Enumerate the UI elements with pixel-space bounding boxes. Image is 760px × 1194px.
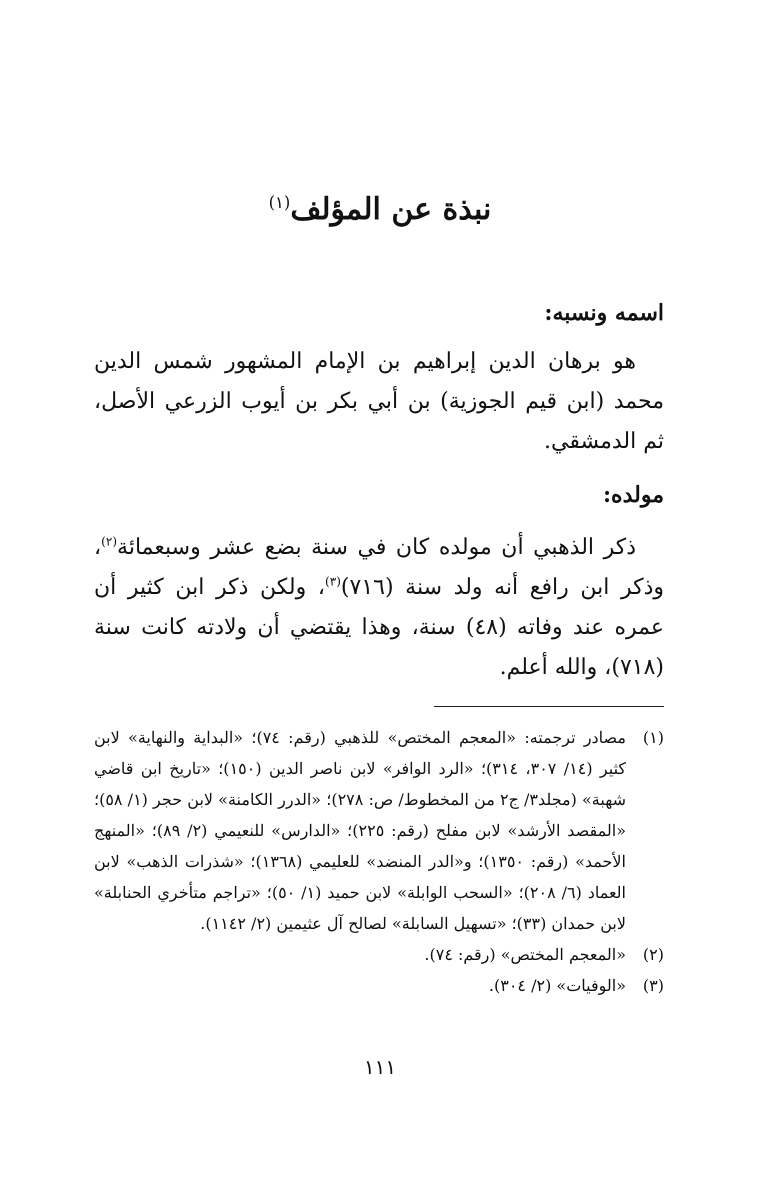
birth-text-part2: ، وذكر ابن رافع أنه ولد سنة (٧١٦) [94,535,664,600]
section-heading-name: اسمه ونسبه: [544,300,664,326]
footnote-number: (٣) [642,976,664,995]
birth-text-part1: ذكر الذهبي أن مولده كان في سنة بضع عشر وسبعمائة [117,535,636,560]
footnote-text: مصادر ترجمته: «المعجم المختص» للذهبي (رقم: ٧٤)؛ «البداية والنهاية» لابن كثير (١٤/ ٣٠٧، ٣١٤)؛ «الرد الوافر» لابن ناصر الدين (١٥٠)؛ «تاريخ ابن قاضي شهبة» (مجلد٣/ ج٢ من المخطوط/ ص: ٢٧٨)؛ «الدرر الكامنة» لابن حجر (١/ ٥٨)؛ «المقصد الأرشد» لابن مفلح (رقم: ٢٢٥)؛ «الدارس» للنعيمي (٢/ ٨٩)؛ «المنهج الأحمد» (رقم: ١٣٥٠)؛ و«الدر المنضد» للعليمي (١٣٦٨)؛ «شذرات الذهب» لابن العماد (٦/ ٢٠٨)؛ «السحب الوابلة» لابن حميد (١/ ٥٠)؛ «تراجم متأخري الحنابلة» لابن حمدان (٣٣)؛ «تسهيل السابلة» لصالح آل عثيمين (٢/ ١١٤٢). [94,728,627,933]
birth-text-part3: ، ولكن ذكر ابن كثير أن عمره عند وفاته (٤٨) سنة، وهذا يقتضي أن ولادته كانت سنة (٧١٨)، والله أعلم. [94,575,664,680]
footnote-ref-3: (٣) [324,574,341,589]
footnote-2 [94,939,664,970]
page-number: ١١١ [363,1055,397,1079]
footnote-ref-2: (٢) [101,534,118,549]
footnotes [94,722,664,1001]
page-title [0,188,760,232]
title-text: نبذة عن المؤلف [290,192,492,227]
footnote-3 [94,970,664,1001]
paragraph-name [94,342,664,462]
footnote-1 [94,722,664,939]
paragraph-birth [94,528,664,688]
footnote-text: «المعجم المختص» (رقم: ٧٤). [424,945,626,964]
paragraph-name-text: هو برهان الدين إبراهيم بن الإمام المشهور شمس الدين محمد (ابن قيم الجوزية) بن أبي بكر بن أيوب الزرعي الأصل، ثم الدمشقي. [94,349,664,454]
footnote-number: (٢) [642,945,664,964]
paragraph-birth-text [94,528,664,688]
footnote-number: (١) [642,728,664,747]
footnote-divider [434,706,664,707]
title-footnote-ref: (١) [268,193,291,212]
section-heading-birth: مولده: [602,482,664,508]
footnote-text: «الوفيات» (٢/ ٣٠٤). [488,976,626,995]
